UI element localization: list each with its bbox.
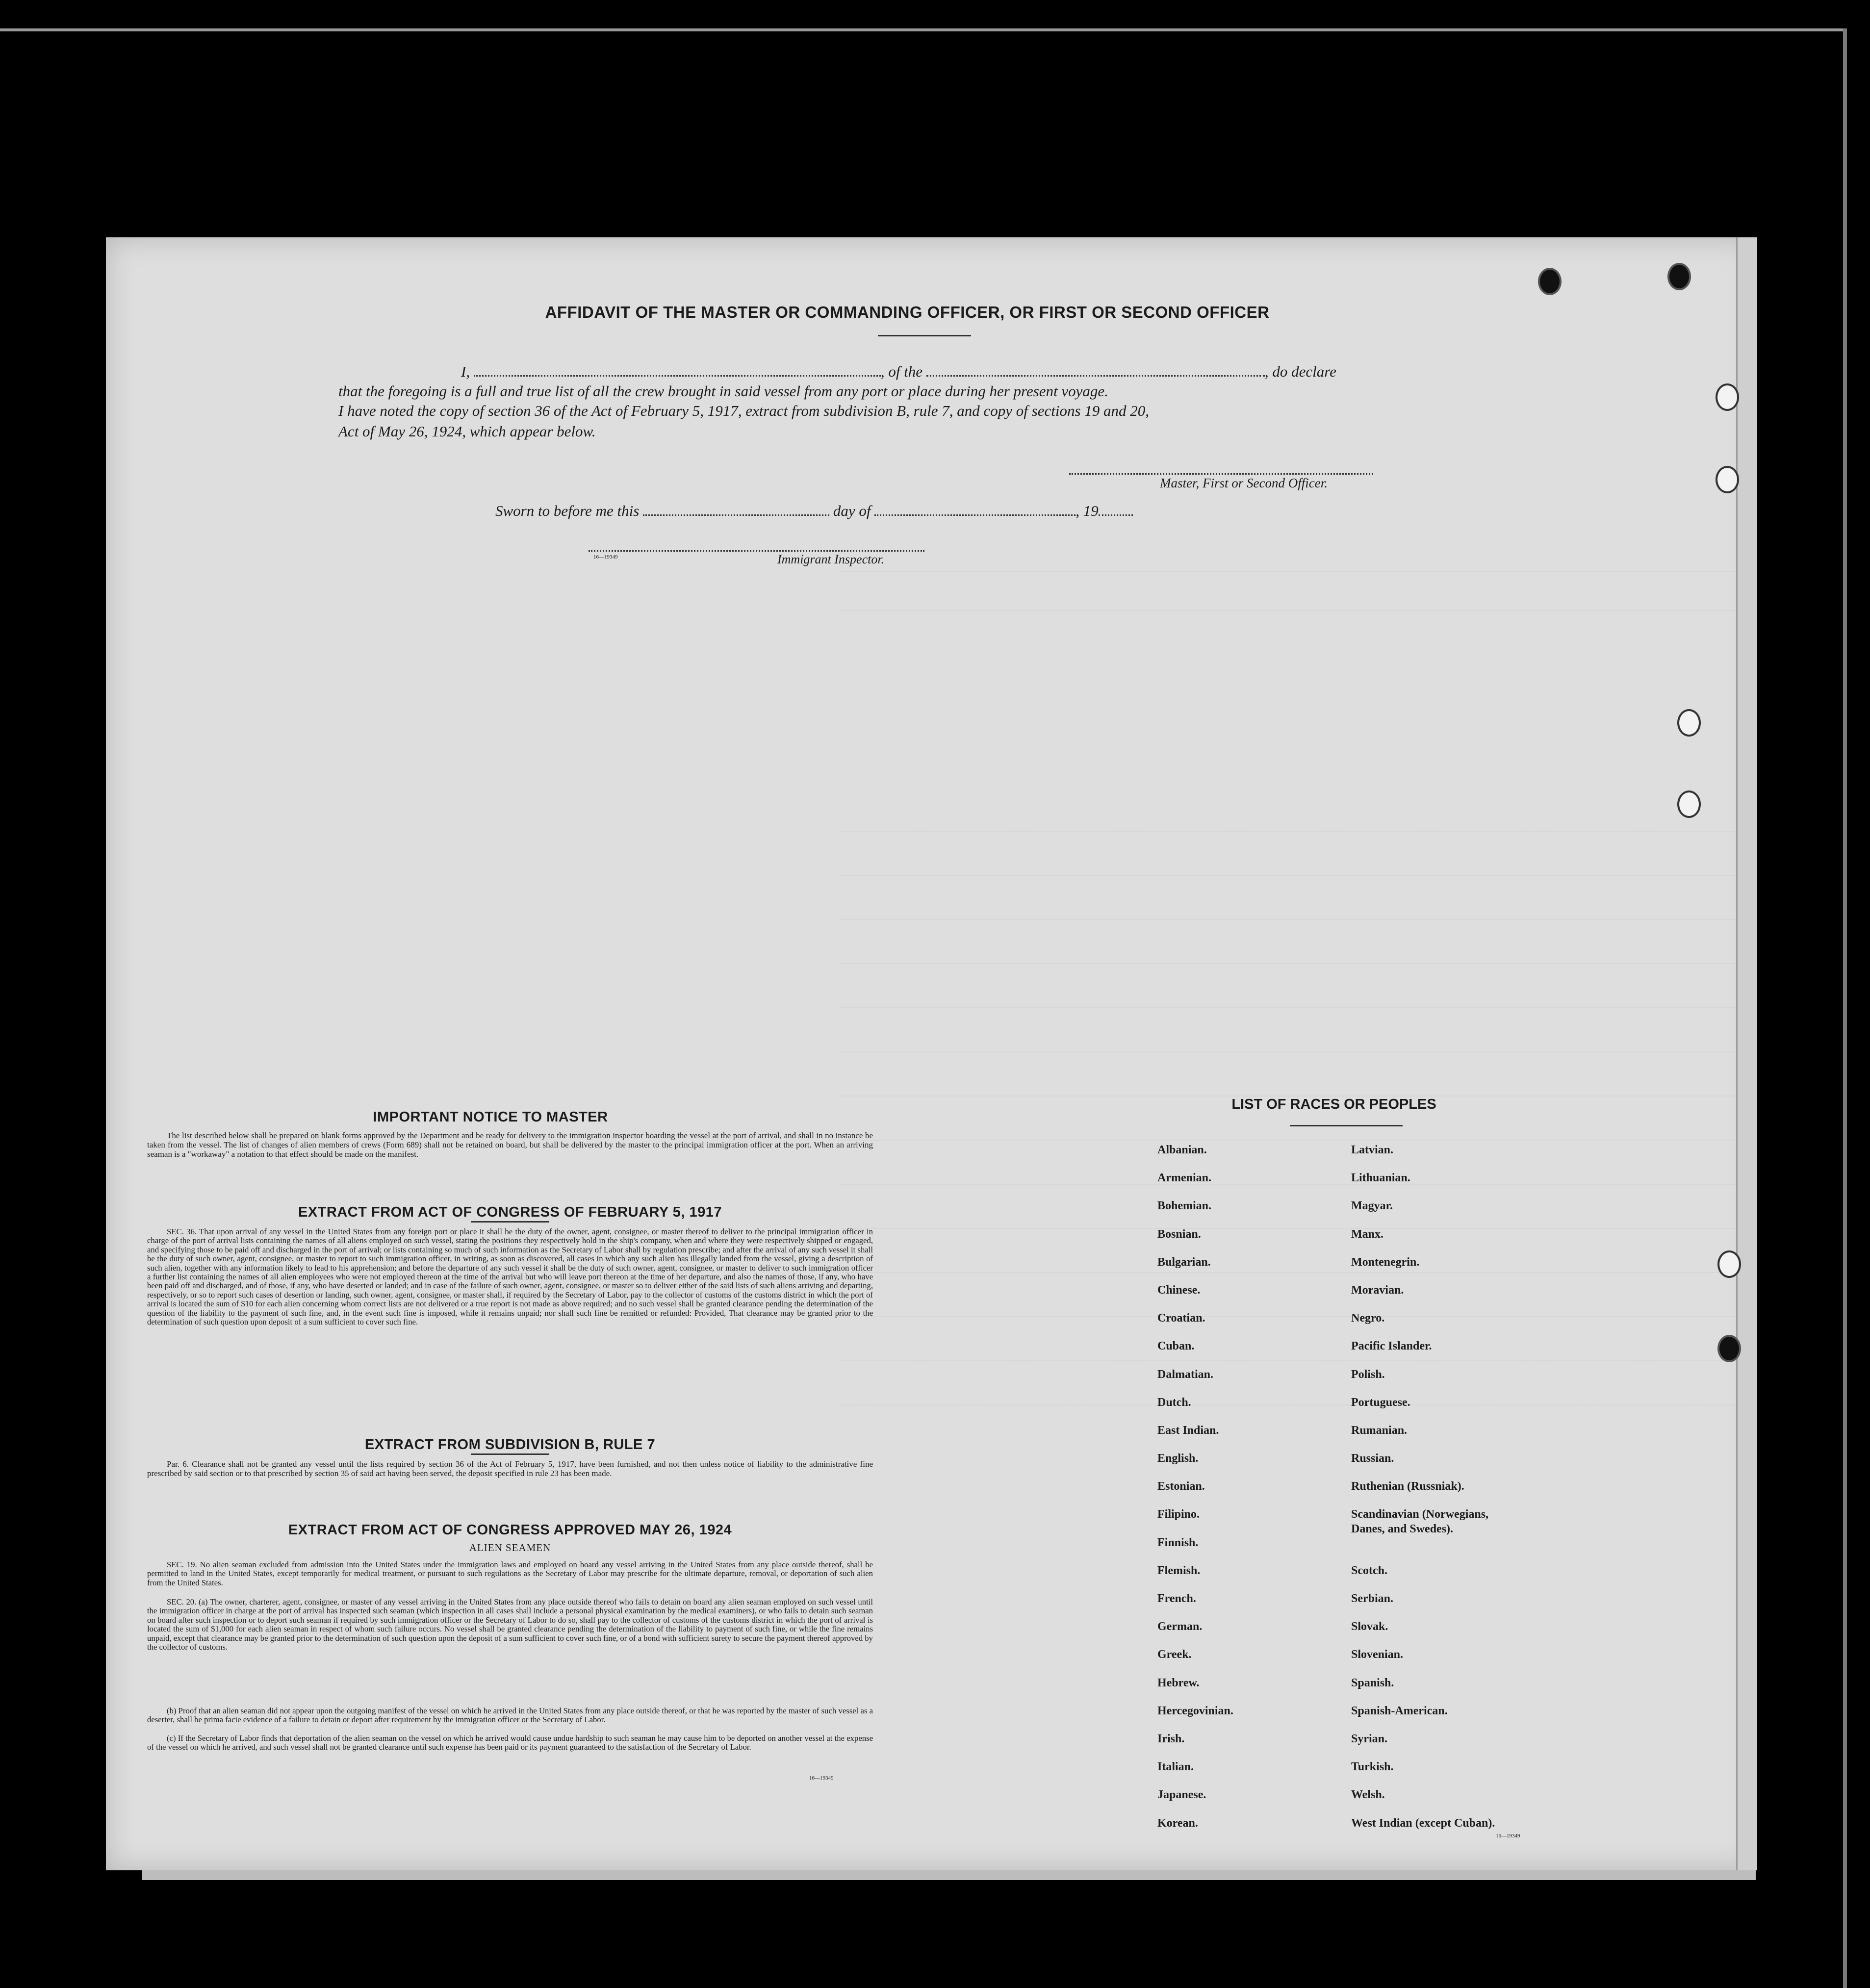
text-of-the: , of the (880, 363, 923, 380)
race-item: Montenegrin. (1351, 1255, 1420, 1269)
race-item: Slovak. (1351, 1620, 1388, 1633)
year-blank (1099, 505, 1133, 516)
races-title: LIST OF RACES OR PEOPLES (1231, 1096, 1436, 1112)
affidavit-line-3: I have noted the copy of section 36 of the Act of February 5, 1917, extract from subdivision B, rule 7, and copy of sections 19 and 20, (338, 402, 1150, 419)
sheet-bottom-edge (142, 1870, 1756, 1880)
race-item: Polish. (1351, 1368, 1385, 1381)
race-item: Finnish. (1157, 1536, 1199, 1549)
vessel-blank (926, 365, 1265, 377)
affidavit-line-4: Act of May 26, 1924, which appear below. (338, 423, 596, 440)
race-item: Pacific Islander. (1351, 1340, 1432, 1353)
races-left-column (1157, 1143, 1344, 1844)
punch-hole (1677, 709, 1701, 737)
race-item: Bohemian. (1157, 1199, 1212, 1213)
sec-20a-text: SEC. 20. (a) The owner, charterer, agent, consignee, or master of any vessel arriving in the United States from any place outside thereof who fails to detain on board any alien seaman employed on such vessel until the immigration officer in charge at the port of arrival has inspected such seaman (which inspection in all cases shall include a personal physical examination by the medical examiners), or who fails to detain such seaman on board after such inspection or to deport such seaman if required by such immigration officer or the Secretary of Labor to do so, shall pay to the collector of customs of the customs district in which the port of arrival is located the sum of $1,000 for each alien seaman in respect of whom such failure occurs. No vessel shall be granted clearance pending the determination of the liability to payment of such fine, or while the fine remains unpaid, except that clearance may be granted prior to the determination of such question upon the deposit of a sum sufficient to cover such fine, or of a bond with sufficient surety to secure the payment thereof approved by the collector of customs. (147, 1597, 873, 1652)
race-item: Cuban. (1157, 1340, 1195, 1353)
sec-19-text: SEC. 19. No alien seaman excluded from admission into the United States under the immigration laws and employed on board any vessel arriving in the United States from any place outside thereof, shall be permitted to land in the United States, except temporarily for medical treatment, or pursuant to such regulations as the Secretary of Labor may prescribe for the ultimate departure, removal, or deportation of such alien from the United States. (147, 1560, 873, 1587)
punch-hole (1538, 268, 1562, 295)
race-item: Dutch. (1157, 1396, 1191, 1409)
race-item: Scotch. (1351, 1564, 1387, 1577)
race-item: Irish. (1157, 1732, 1185, 1745)
race-item (1351, 1535, 1537, 1563)
race-item: Armenian. (1157, 1172, 1211, 1185)
act-1917-title: EXTRACT FROM ACT OF CONGRESS OF FEBRUARY 5, 1917 (298, 1204, 722, 1220)
race-item: Moravian. (1351, 1283, 1404, 1297)
film-top-edge (0, 28, 1844, 31)
day-blank (643, 505, 829, 516)
affidavit-line-2: that the foregoing is a full and true list of all the crew brought in said vessel from any port or place during her present voyage. (338, 382, 1108, 400)
rule-7-text: Par. 6. Clearance shall not be granted any vessel until the lists required by section 36 of the Act of February 5, 1917, have been furnished, and not then unless notice of liability to the administrative fine prescribed by said section or to that prescribed by section 35 of said act having been served, the deposit specified in rule 23 has been made. (147, 1459, 873, 1478)
race-item: German. (1157, 1620, 1203, 1633)
race-item: Filipino. (1157, 1508, 1200, 1521)
race-item: East Indian. (1157, 1424, 1219, 1437)
race-item: Albanian. (1157, 1144, 1207, 1156)
master-signature-line (1069, 473, 1373, 475)
master-caption: Master, First or Second Officer. (1160, 476, 1328, 490)
alien-seamen-subtitle: ALIEN SEAMEN (469, 1542, 551, 1554)
race-item: Manx. (1351, 1227, 1383, 1241)
race-item: English. (1157, 1452, 1199, 1465)
race-item: Bulgarian. (1157, 1255, 1211, 1269)
day-of-text: day of (833, 502, 871, 519)
act-1917-text: SEC. 36. That upon arrival of any vessel in the United States from any foreign port or place it shall be the duty of the owner, agent, consignee, or master thereof to deliver to the principal immigration officer in charge of the port of arrival lists containing the names of all aliens employed on such vessel, stating the positions they respectively hold in the ship's company, when and where they were respectively shipped or engaged, and specifying those to be paid off and discharged in the port of arrival; or lists containing so much of such information as the Secretary of Labor shall by regulation prescribe; and after the arrival of any such vessel it shall be the duty of such owner, agent, consignee, or master to report to such immigration officer, in writing, as soon as discovered, all cases in which any such alien has illegally landed from the vessel, giving a description of such alien, together with any information likely to lead to his apprehension; and before the departure of any such vessel it shall be the duty of such owner, agent, consignee, or master to deliver to such immigration officer a further list containing the names of all alien employees who were not employed thereon at the time of the arrival but who will leave port thereon at the time of her departure, and also the names of those, if any, who have been paid off and discharged, and of those, if any, who have deserted or landed; and in case of the failure of such owner, agent, consignee, or master so to deliver either of the said lists of such aliens arriving and departing, respectively, or so to report such cases of desertion or landing, such owner, agent, consignee, or master shall, if required by the Secretary of Labor, pay to the collector of customs of the customs district in which the port of arrival is located the sum of $10 for each alien concerning whom correct lists are not delivered or a true report is not made as above required; and no such vessel shall be granted clearance pending the determination of the question of the liability to the payment of such fine, and, in the event such fine is imposed, while it remains unpaid; nor shall such fine be remitted or refunded: Provided, That clearance may be granted prior to the determination of such question upon deposit of a sum sufficient to cover such fine. (147, 1227, 873, 1327)
race-item: Flemish. (1157, 1564, 1201, 1577)
race-item: Spanish. (1351, 1676, 1394, 1689)
race-item: Lithuanian. (1351, 1172, 1410, 1185)
affidavit-title: AFFIDAVIT OF THE MASTER OR COMMANDING OFFICER, OR FIRST OR SECOND OFFICER (545, 303, 1270, 321)
race-item: Greek. (1157, 1648, 1192, 1661)
race-item: French. (1157, 1592, 1196, 1605)
race-item: Ruthenian (Russniak). (1351, 1480, 1464, 1493)
punch-hole (1716, 383, 1739, 411)
races-right-column (1351, 1143, 1537, 1844)
inspector-caption: Immigrant Inspector. (777, 552, 885, 566)
race-item: Negro. (1351, 1312, 1385, 1325)
race-item: Korean. (1157, 1816, 1198, 1830)
race-item: Latvian. (1351, 1144, 1394, 1156)
sec-20b-text: (b) Proof that an alien seaman did not appear upon the outgoing manifest of the vessel on which he arrived in the United States from any place outside thereof, or that he was reported by the master of such vessel as a deserter, shall be prima facie evidence of a failure to detain or deport after requirement by the immigration officer or the Secretary of Labor. (147, 1706, 873, 1725)
text-do-declare: , do declare (1264, 363, 1336, 380)
punch-hole (1716, 466, 1739, 493)
film-right-edge (1843, 28, 1847, 1988)
races-rule (1290, 1125, 1403, 1126)
sheet-fold-edge (1736, 237, 1757, 1870)
race-item: Serbian. (1351, 1592, 1394, 1605)
race-item: Rumanian. (1351, 1424, 1408, 1437)
notice-title: IMPORTANT NOTICE TO MASTER (373, 1109, 608, 1125)
sec-20c-text: (c) If the Secretary of Labor finds that deportation of the alien seaman on the vessel on which he arrived would cause undue hardship to such seaman he may cause him to be deported on another vessel at the expense of the vessel on which he arrived, and such vessel shall not be granted clearance until such expense has been paid or its payment guaranteed to the satisfaction of the Secretary of Labor. (147, 1733, 873, 1752)
race-item: Russian. (1351, 1452, 1394, 1465)
race-item: West Indian (except Cuban). (1351, 1816, 1495, 1830)
race-item: Slovenian. (1351, 1648, 1404, 1661)
race-item: Turkish. (1351, 1760, 1394, 1774)
notice-text: The list described below shall be prepared on blank forms approved by the Department and be ready for delivery to the immigration inspector boarding the vessel at the port of arrival, and shall in no instance be taken from the vessel. The list of changes of alien members of crews (Form 689) shall not be retained on board, but shall be delivered by the master to the principal immigration officer at the port. When an arriving seaman is a "workaway" a notation to that effect should be made on the manifest. (147, 1131, 873, 1159)
form-number-small: 16—19349 (593, 554, 618, 560)
act-1917-rule (471, 1221, 549, 1223)
act-1924-title: EXTRACT FROM ACT OF CONGRESS APPROVED MAY 26, 1924 (288, 1522, 732, 1538)
punch-hole (1717, 1335, 1741, 1362)
rule-7-rule (471, 1453, 549, 1455)
affidavit-line-1 (461, 363, 1336, 381)
race-item: Spanish-American. (1351, 1704, 1448, 1717)
race-item: Chinese. (1157, 1283, 1201, 1297)
race-item: Magyar. (1351, 1199, 1393, 1213)
race-item: Croatian. (1157, 1312, 1205, 1325)
punch-hole (1667, 263, 1691, 290)
race-item: Estonian. (1157, 1480, 1205, 1493)
form-number: 16—19349 (809, 1775, 834, 1781)
race-item: Welsh. (1351, 1788, 1385, 1802)
race-item: Italian. (1157, 1760, 1194, 1774)
month-blank (874, 505, 1076, 516)
title-rule (878, 335, 971, 336)
inspector-signature-line (589, 550, 924, 552)
race-item: Hercegovinian. (1157, 1704, 1233, 1717)
races-form-number: 16—19349 (1496, 1833, 1520, 1839)
sworn-line (495, 502, 1133, 520)
rule-7-title: EXTRACT FROM SUBDIVISION B, RULE 7 (364, 1437, 656, 1453)
punch-hole (1717, 1250, 1741, 1278)
race-item: Scandinavian (Norwegians, Danes, and Swedes). (1351, 1508, 1489, 1536)
punch-hole (1677, 790, 1701, 818)
race-item: Syrian. (1351, 1732, 1388, 1745)
race-item: Hebrew. (1157, 1676, 1200, 1689)
race-item: Portuguese. (1351, 1396, 1410, 1409)
race-item: Japanese. (1157, 1788, 1206, 1802)
year-text: , 19 (1076, 502, 1099, 519)
race-item: Bosnian. (1157, 1227, 1201, 1241)
text-i: I, (461, 363, 470, 380)
name-blank (474, 365, 881, 377)
sworn-text: Sworn to before me this (495, 502, 640, 519)
race-item: Dalmatian. (1157, 1368, 1213, 1381)
